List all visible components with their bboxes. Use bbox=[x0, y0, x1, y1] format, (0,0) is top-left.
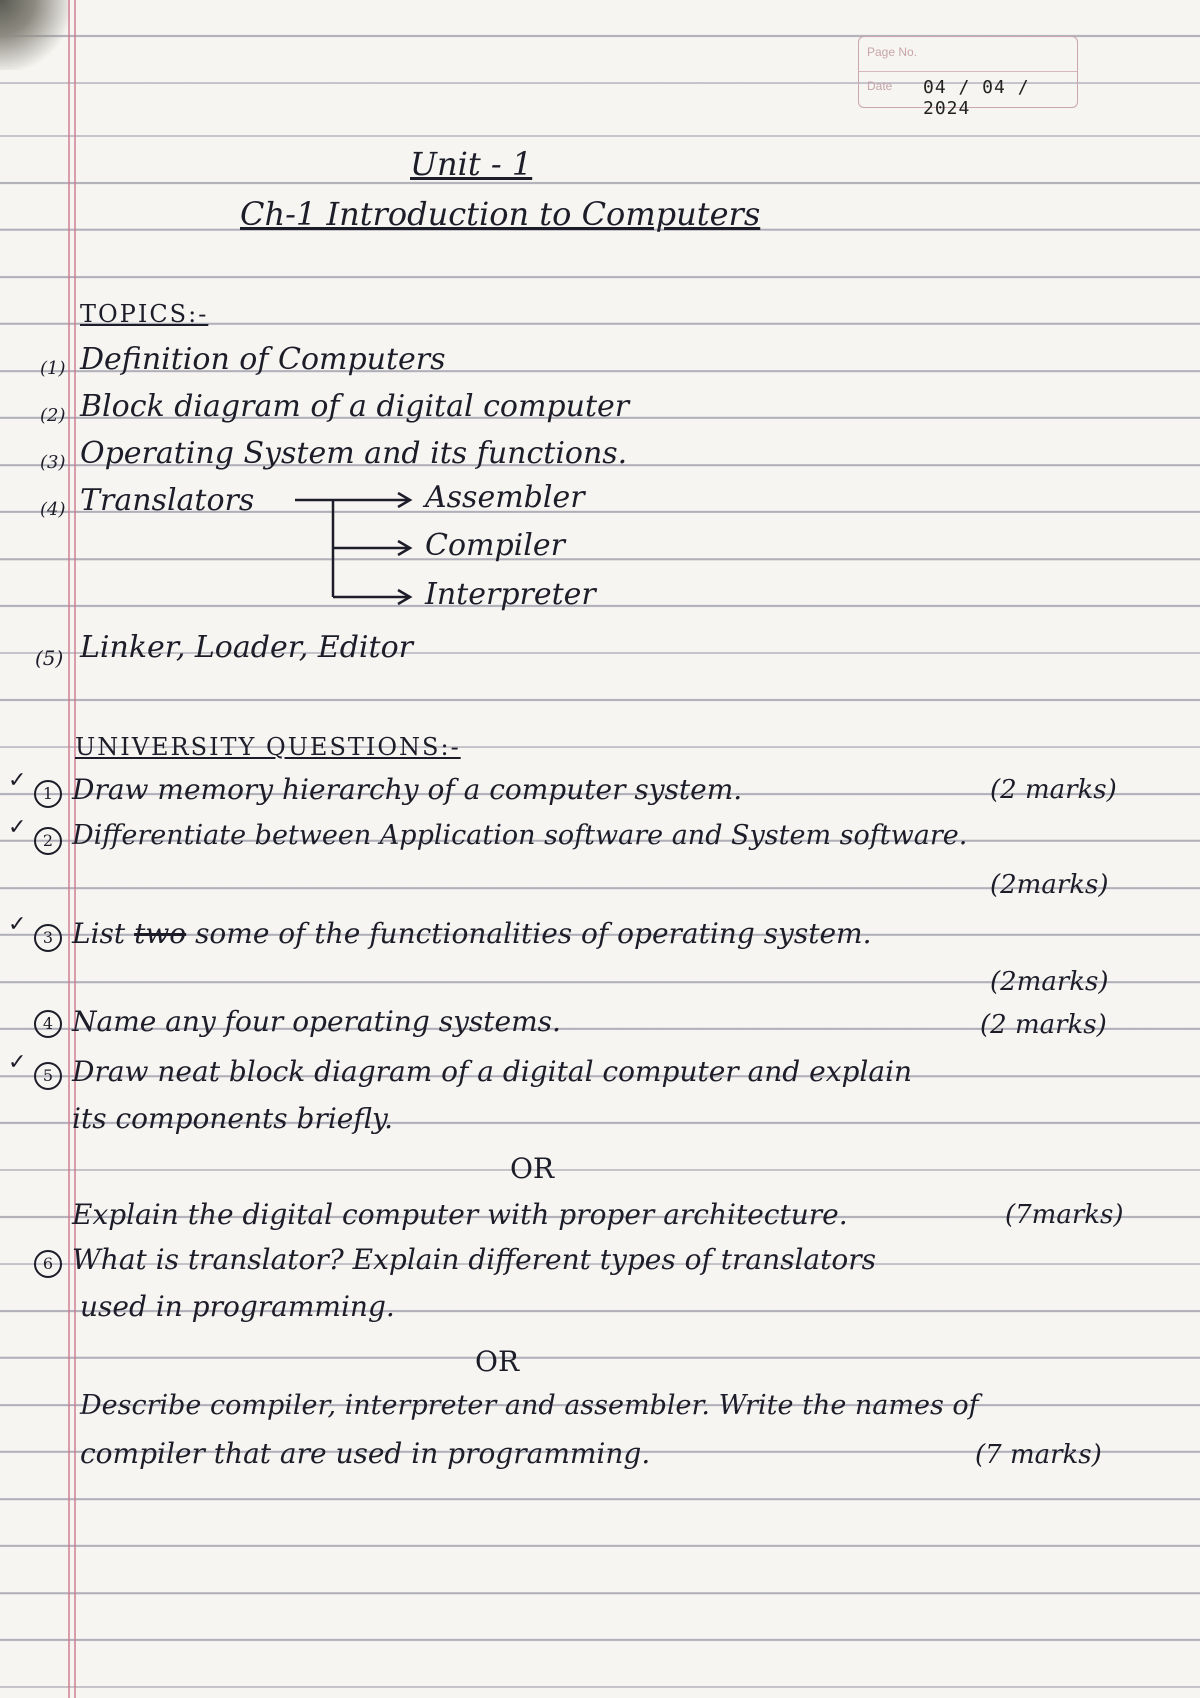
check-mark-icon: ✓ bbox=[8, 815, 27, 840]
topic-item: Block diagram of a digital computer bbox=[80, 389, 630, 424]
topic-number: (1) bbox=[40, 358, 66, 379]
question-text: Draw neat block diagram of a digital computer and explain bbox=[72, 1055, 913, 1088]
check-mark-icon: ✓ bbox=[8, 1050, 27, 1075]
struck-word: two bbox=[134, 917, 187, 950]
topic-item: Operating System and its functions. bbox=[80, 436, 628, 471]
question-text: What is translator? Explain different types of translators bbox=[72, 1243, 876, 1276]
question-marks: (7 marks) bbox=[975, 1440, 1102, 1470]
topic-number: (5) bbox=[35, 646, 64, 670]
question-text: Describe compiler, interpreter and assembler. Write the names of bbox=[80, 1390, 979, 1421]
question-marks: (2marks) bbox=[990, 967, 1109, 997]
question-number: 3 bbox=[34, 924, 62, 952]
question-text bbox=[72, 917, 872, 950]
question-marks: (2 marks) bbox=[990, 775, 1117, 805]
topic-item: Linker, Loader, Editor bbox=[80, 630, 413, 665]
or-separator: OR bbox=[510, 1152, 555, 1185]
check-mark-icon: ✓ bbox=[8, 912, 27, 937]
question-marks: (7marks) bbox=[1005, 1200, 1124, 1230]
or-separator: OR bbox=[475, 1345, 520, 1378]
page-no-label: Page No. bbox=[867, 45, 918, 59]
question-text: its components briefly. bbox=[72, 1102, 394, 1135]
question-text: Explain the digital computer with proper architecture. bbox=[72, 1198, 848, 1231]
question-number: 5 bbox=[34, 1062, 62, 1090]
question-text-start: List bbox=[72, 917, 126, 950]
question-number: 1 bbox=[34, 780, 62, 808]
translator-branch: Compiler bbox=[425, 528, 565, 563]
topics-heading: TOPICS:- bbox=[80, 300, 209, 328]
topic-number: (3) bbox=[40, 452, 66, 473]
unit-title: Unit - 1 bbox=[410, 145, 533, 183]
chapter-title: Ch-1 Introduction to Computers bbox=[240, 195, 761, 233]
topic-number: (4) bbox=[40, 499, 66, 520]
check-mark-icon: ✓ bbox=[8, 768, 27, 793]
question-number: 6 bbox=[34, 1250, 62, 1278]
question-marks: (2 marks) bbox=[980, 1010, 1107, 1040]
translator-branch: Assembler bbox=[425, 480, 585, 515]
question-marks: (2marks) bbox=[990, 870, 1109, 900]
date-value: 04 / 04 / 2024 bbox=[923, 77, 1030, 119]
question-text: used in programming. bbox=[80, 1290, 395, 1323]
question-text: Differentiate between Application software and System software. bbox=[72, 820, 968, 851]
question-number: 4 bbox=[34, 1010, 62, 1038]
topic-item: Definition of Computers bbox=[80, 342, 446, 377]
question-number: 2 bbox=[34, 827, 62, 855]
question-text: Draw memory hierarchy of a computer system. bbox=[72, 773, 743, 806]
date-label: Date bbox=[867, 79, 893, 93]
topic-number: (2) bbox=[40, 405, 66, 426]
translator-branch: Interpreter bbox=[425, 577, 596, 612]
university-questions-heading: UNIVERSITY QUESTIONS:- bbox=[75, 733, 461, 761]
question-text: compiler that are used in programming. bbox=[80, 1437, 651, 1470]
question-text: Name any four operating systems. bbox=[72, 1005, 561, 1038]
topic-item: Translators bbox=[80, 483, 255, 518]
question-text-end: some of the functionalities of operating system. bbox=[195, 917, 872, 950]
